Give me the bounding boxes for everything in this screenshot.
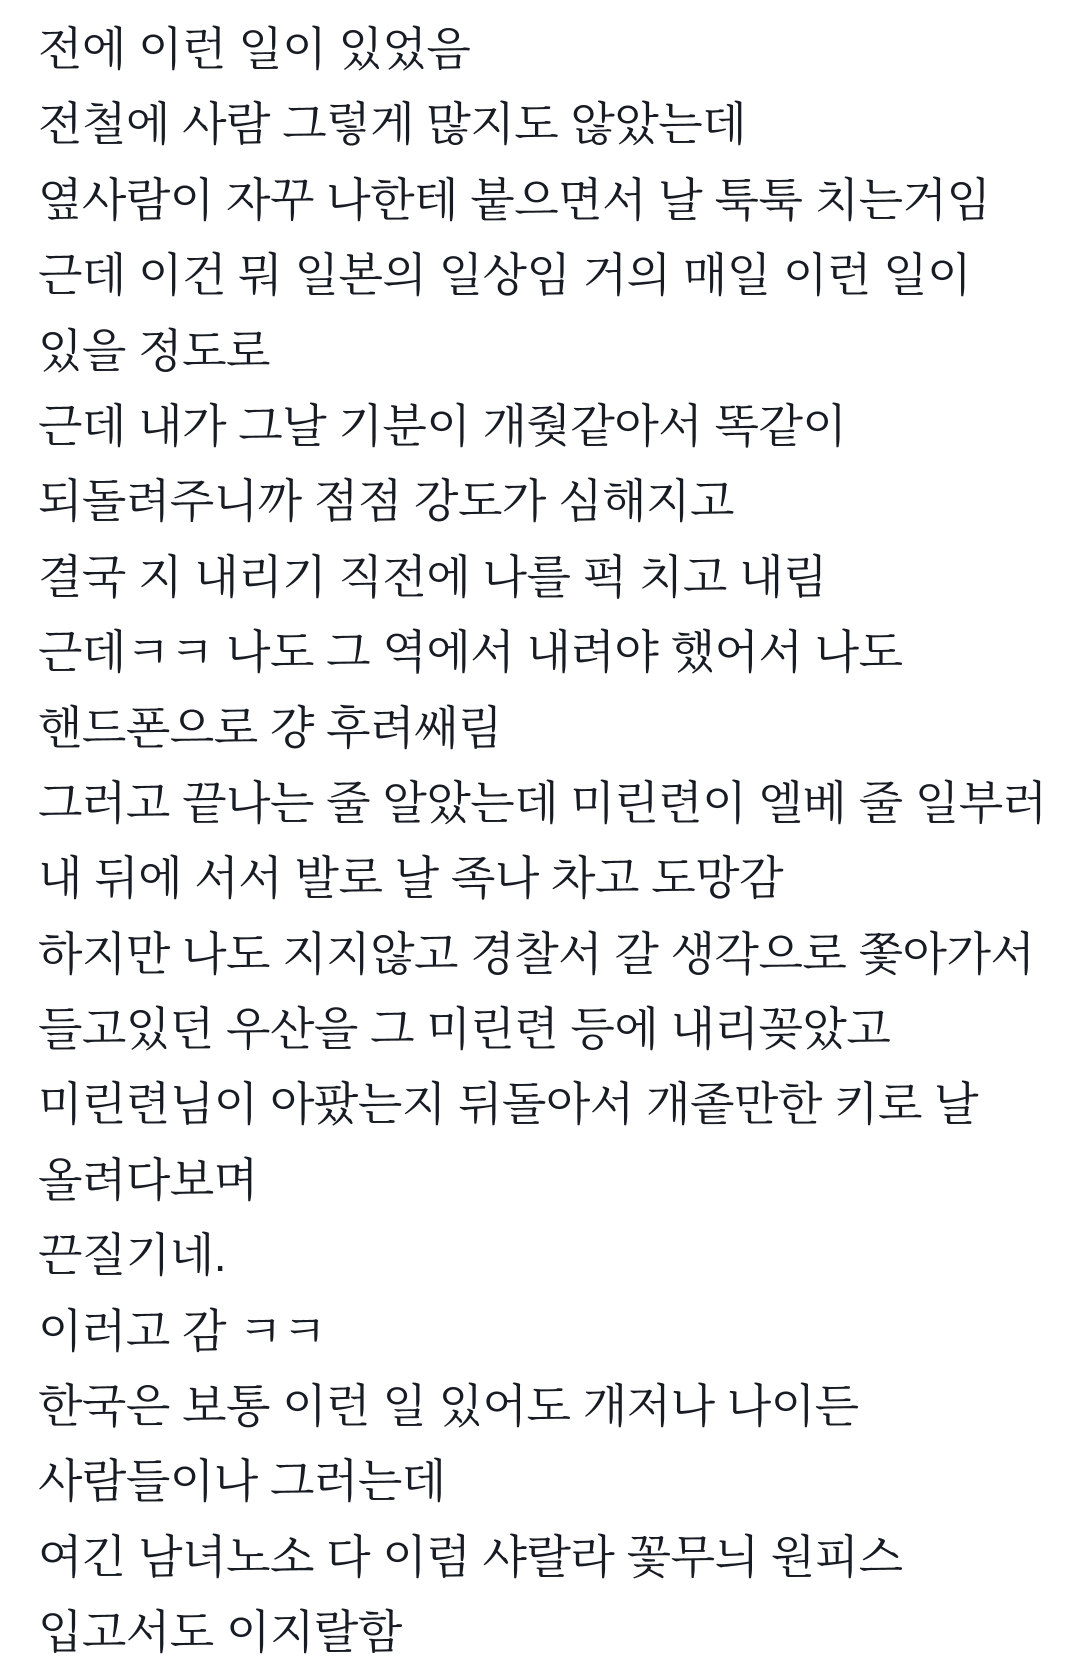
text-line: 올려다보며	[38, 1153, 258, 1206]
text-line: 끈질기네.	[38, 1229, 227, 1282]
text-line: 들고있던 우산을 그 미린련 등에 내리꽂았고	[38, 1003, 891, 1056]
text-line: 있을 정도로	[38, 324, 270, 377]
post-text	[38, 12, 1060, 1659]
text-line: 근데ㅋㅋ 나도 그 역에서 내려야 했어서 나도	[38, 626, 903, 679]
text-line: 이러고 감 ㅋㅋ	[38, 1304, 327, 1357]
text-line: 결국 지 내리기 직전에 나를 퍽 치고 내림	[38, 550, 827, 603]
text-line: 한국은 보통 이런 일 있어도 개저나 나이든	[38, 1380, 859, 1433]
text-line: 여긴 남녀노소 다 이럼 샤랄라 꽃무늬 원피스	[38, 1530, 903, 1583]
text-line: 전철에 사람 그렇게 많지도 않았는데	[38, 98, 747, 151]
text-line: 미린련님이 아팠는지 뒤돌아서 개좉만한 키로 날	[38, 1078, 979, 1131]
text-line: 하지만 나도 지지않고 경찰서 갈 생각으로 쫓아가서	[38, 927, 1035, 980]
text-line: 근데 내가 그날 기분이 개줮같아서 똑같이	[38, 399, 847, 452]
text-line: 내 뒤에 서서 발로 날 족나 차고 도망감	[38, 852, 784, 905]
text-line: 사람들이나 그러는데	[38, 1455, 446, 1508]
text-line: 되돌려주니까 점점 강도가 심해지고	[38, 475, 734, 528]
text-line: 그러고 끝나는 줄 알았는데 미린련이 엘베 줄 일부러	[38, 776, 1047, 829]
text-line: 입고서도 이지랄함	[38, 1606, 402, 1659]
text-line: 전에 이런 일이 있었음	[38, 23, 471, 75]
text-line: 근데 이건 뭐 일본의 일상임 거의 매일 이런 일이	[38, 249, 972, 302]
text-line: 핸드폰으로 걍 후려쌔림	[38, 701, 502, 754]
text-line: 옆사람이 자꾸 나한테 붙으면서 날 툭툭 치는거임	[38, 173, 991, 226]
